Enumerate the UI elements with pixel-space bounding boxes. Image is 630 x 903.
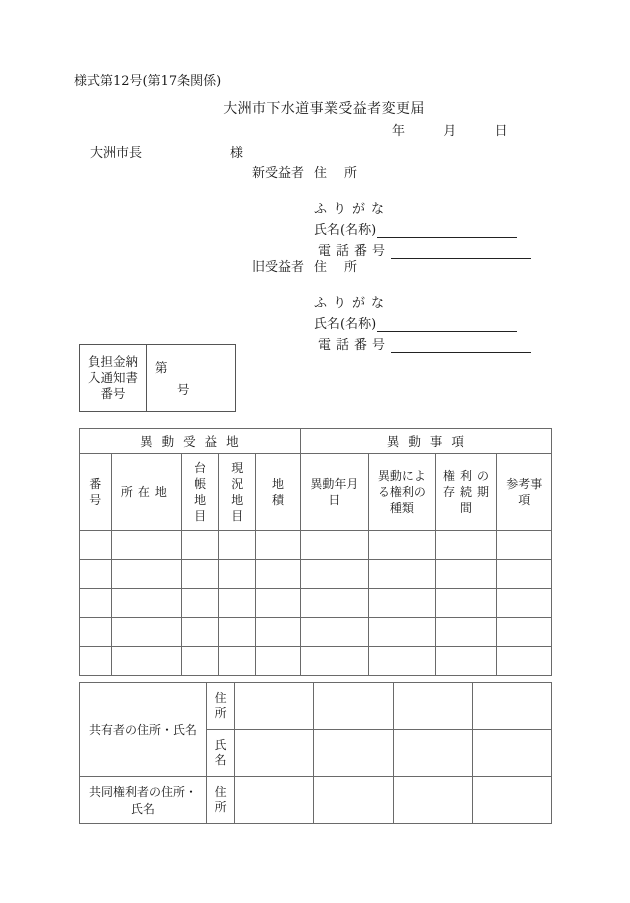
table-row (80, 618, 552, 647)
co-owner-address-cell-4[interactable] (472, 683, 551, 730)
cell-number[interactable] (80, 589, 112, 618)
cell-number[interactable] (80, 618, 112, 647)
notice-number-box (79, 344, 236, 412)
cell-remarks[interactable] (497, 618, 552, 647)
cell-right-type[interactable] (369, 560, 436, 589)
co-owner-name-cell-3[interactable] (393, 730, 472, 777)
old-beneficiary-tel-row (252, 332, 612, 353)
new-beneficiary-tel-label: 電話番号 (318, 244, 391, 259)
new-beneficiary-furigana-label: ふりがな (314, 202, 391, 217)
cell-area[interactable] (256, 589, 300, 618)
cell-right-type[interactable] (369, 531, 436, 560)
co-owner-address-cell-2[interactable] (314, 683, 393, 730)
cell-register-land-category[interactable] (182, 531, 219, 560)
cell-current-land-category[interactable] (219, 618, 256, 647)
old-beneficiary-name-input[interactable] (377, 317, 517, 332)
old-beneficiary-address-row (252, 254, 612, 275)
cell-current-land-category[interactable] (219, 647, 256, 676)
cell-location[interactable] (111, 647, 182, 676)
cell-remarks[interactable] (497, 589, 552, 618)
notice-label-line-3: 番号 (100, 386, 126, 401)
co-owner-address-sublabel: 住 所 (207, 683, 235, 730)
addressee-line (90, 142, 243, 161)
addressee-name: 大洲市長 (90, 146, 143, 161)
new-beneficiary-block (252, 160, 612, 259)
cell-area[interactable] (256, 560, 300, 589)
co-owner-name-cell-2[interactable] (314, 730, 393, 777)
cell-register-land-category[interactable] (182, 589, 219, 618)
group-header-change: 異動事項 (300, 429, 551, 454)
cell-number[interactable] (80, 560, 112, 589)
col-header-change-date: 異動年月 日 (300, 454, 368, 531)
cell-location[interactable] (111, 618, 182, 647)
col-header-register-land-category: 台 帳 地 目 (182, 454, 219, 531)
table-row (80, 647, 552, 676)
cell-right-duration[interactable] (435, 618, 497, 647)
date-line (392, 120, 508, 139)
new-beneficiary-name-input[interactable] (377, 223, 517, 238)
notice-number-input[interactable] (147, 345, 236, 412)
col-header-current-land-category: 現 況 地 目 (219, 454, 256, 531)
co-owner-table (79, 682, 552, 824)
joint-holder-address-cell-3[interactable] (393, 777, 472, 824)
co-owner-name-cell-1[interactable] (235, 730, 314, 777)
old-beneficiary-furigana-label: ふりがな (314, 296, 391, 311)
joint-holder-address-cell-1[interactable] (235, 777, 314, 824)
col-header-right-type: 異動によ る権利の 種類 (369, 454, 436, 531)
new-beneficiary-address-label: 住所 (314, 166, 375, 181)
table-row (80, 683, 552, 730)
joint-holder-address-cell-4[interactable] (472, 777, 551, 824)
cell-current-land-category[interactable] (219, 531, 256, 560)
co-owner-address-cell-1[interactable] (235, 683, 314, 730)
col-header-right-duration: 権利の 存続期 間 (435, 454, 497, 531)
column-header-row (80, 454, 552, 531)
addressee-honorific: 様 (230, 146, 244, 161)
col-header-area: 地 積 (256, 454, 300, 531)
cell-location[interactable] (111, 589, 182, 618)
table-row (80, 531, 552, 560)
co-owner-address-cell-3[interactable] (393, 683, 472, 730)
co-owner-name-sublabel: 氏 名 (207, 730, 235, 777)
cell-location[interactable] (111, 531, 182, 560)
cell-remarks[interactable] (497, 531, 552, 560)
notice-number-row (80, 345, 236, 412)
new-beneficiary-address-row (252, 160, 612, 181)
old-beneficiary-address-label: 住所 (314, 260, 375, 275)
old-beneficiary-furigana-row (252, 290, 612, 311)
page-title: 大洲市下水道事業受益者変更届 (223, 101, 425, 117)
date-day-label: 日 (494, 124, 508, 139)
joint-holder-label: 共同権利者の住所・氏名 (80, 777, 207, 824)
new-beneficiary-label: 新受益者 (252, 166, 305, 181)
group-header-row (80, 429, 552, 454)
group-header-land: 異動受益地 (80, 429, 301, 454)
cell-right-type[interactable] (369, 647, 436, 676)
cell-current-land-category[interactable] (219, 560, 256, 589)
cell-remarks[interactable] (497, 647, 552, 676)
cell-location[interactable] (111, 560, 182, 589)
old-beneficiary-name-row (252, 311, 612, 332)
notice-number-prefix: 第 (155, 360, 168, 375)
new-beneficiary-name-label: 氏名(名称) (314, 223, 377, 238)
col-header-location: 所在地 (111, 454, 182, 531)
notice-number-suffix: 号 (177, 382, 190, 397)
cell-area[interactable] (256, 531, 300, 560)
cell-area[interactable] (256, 647, 300, 676)
new-beneficiary-furigana-row (252, 196, 612, 217)
cell-number[interactable] (80, 531, 112, 560)
table-row (80, 777, 552, 824)
joint-holder-address-sublabel: 住 所 (207, 777, 235, 824)
cell-right-duration[interactable] (435, 560, 497, 589)
table-row (80, 560, 552, 589)
old-beneficiary-tel-input[interactable] (391, 338, 531, 353)
old-beneficiary-label: 旧受益者 (252, 260, 305, 275)
new-beneficiary-furigana-input[interactable] (391, 203, 543, 217)
co-owner-name-cell-4[interactable] (472, 730, 551, 777)
old-beneficiary-furigana-input[interactable] (391, 297, 543, 311)
cell-remarks[interactable] (497, 560, 552, 589)
cell-register-land-category[interactable] (182, 647, 219, 676)
notice-label-line-2: 入通知書 (87, 370, 138, 385)
old-beneficiary-block (252, 254, 612, 353)
new-beneficiary-heading (252, 162, 374, 181)
cell-current-land-category[interactable] (219, 589, 256, 618)
col-header-number: 番 号 (80, 454, 112, 531)
cell-right-duration[interactable] (435, 589, 497, 618)
cell-change-date[interactable] (300, 560, 368, 589)
old-beneficiary-tel-label: 電話番号 (318, 338, 391, 353)
form-number: 様式第12号(第17条関係) (74, 74, 222, 89)
cell-right-duration[interactable] (435, 647, 497, 676)
co-owner-label: 共有者の住所・氏名 (80, 683, 207, 777)
old-beneficiary-heading (252, 256, 374, 275)
cell-right-type[interactable] (369, 589, 436, 618)
cell-change-date[interactable] (300, 618, 368, 647)
notice-number-label (80, 345, 147, 412)
change-details-table (79, 428, 552, 676)
cell-change-date[interactable] (300, 531, 368, 560)
table-row (80, 589, 552, 618)
cell-right-type[interactable] (369, 618, 436, 647)
cell-register-land-category[interactable] (182, 560, 219, 589)
col-header-remarks: 参考事 項 (497, 454, 552, 531)
cell-number[interactable] (80, 647, 112, 676)
date-year-label: 年 (392, 124, 406, 139)
notice-label-line-1: 負担金納 (87, 354, 138, 369)
cell-change-date[interactable] (300, 647, 368, 676)
new-beneficiary-name-row (252, 217, 612, 238)
old-beneficiary-name-label: 氏名(名称) (314, 317, 377, 332)
cell-register-land-category[interactable] (182, 618, 219, 647)
joint-holder-address-cell-2[interactable] (314, 777, 393, 824)
date-month-label: 月 (443, 124, 457, 139)
cell-change-date[interactable] (300, 589, 368, 618)
cell-right-duration[interactable] (435, 531, 497, 560)
cell-area[interactable] (256, 618, 300, 647)
